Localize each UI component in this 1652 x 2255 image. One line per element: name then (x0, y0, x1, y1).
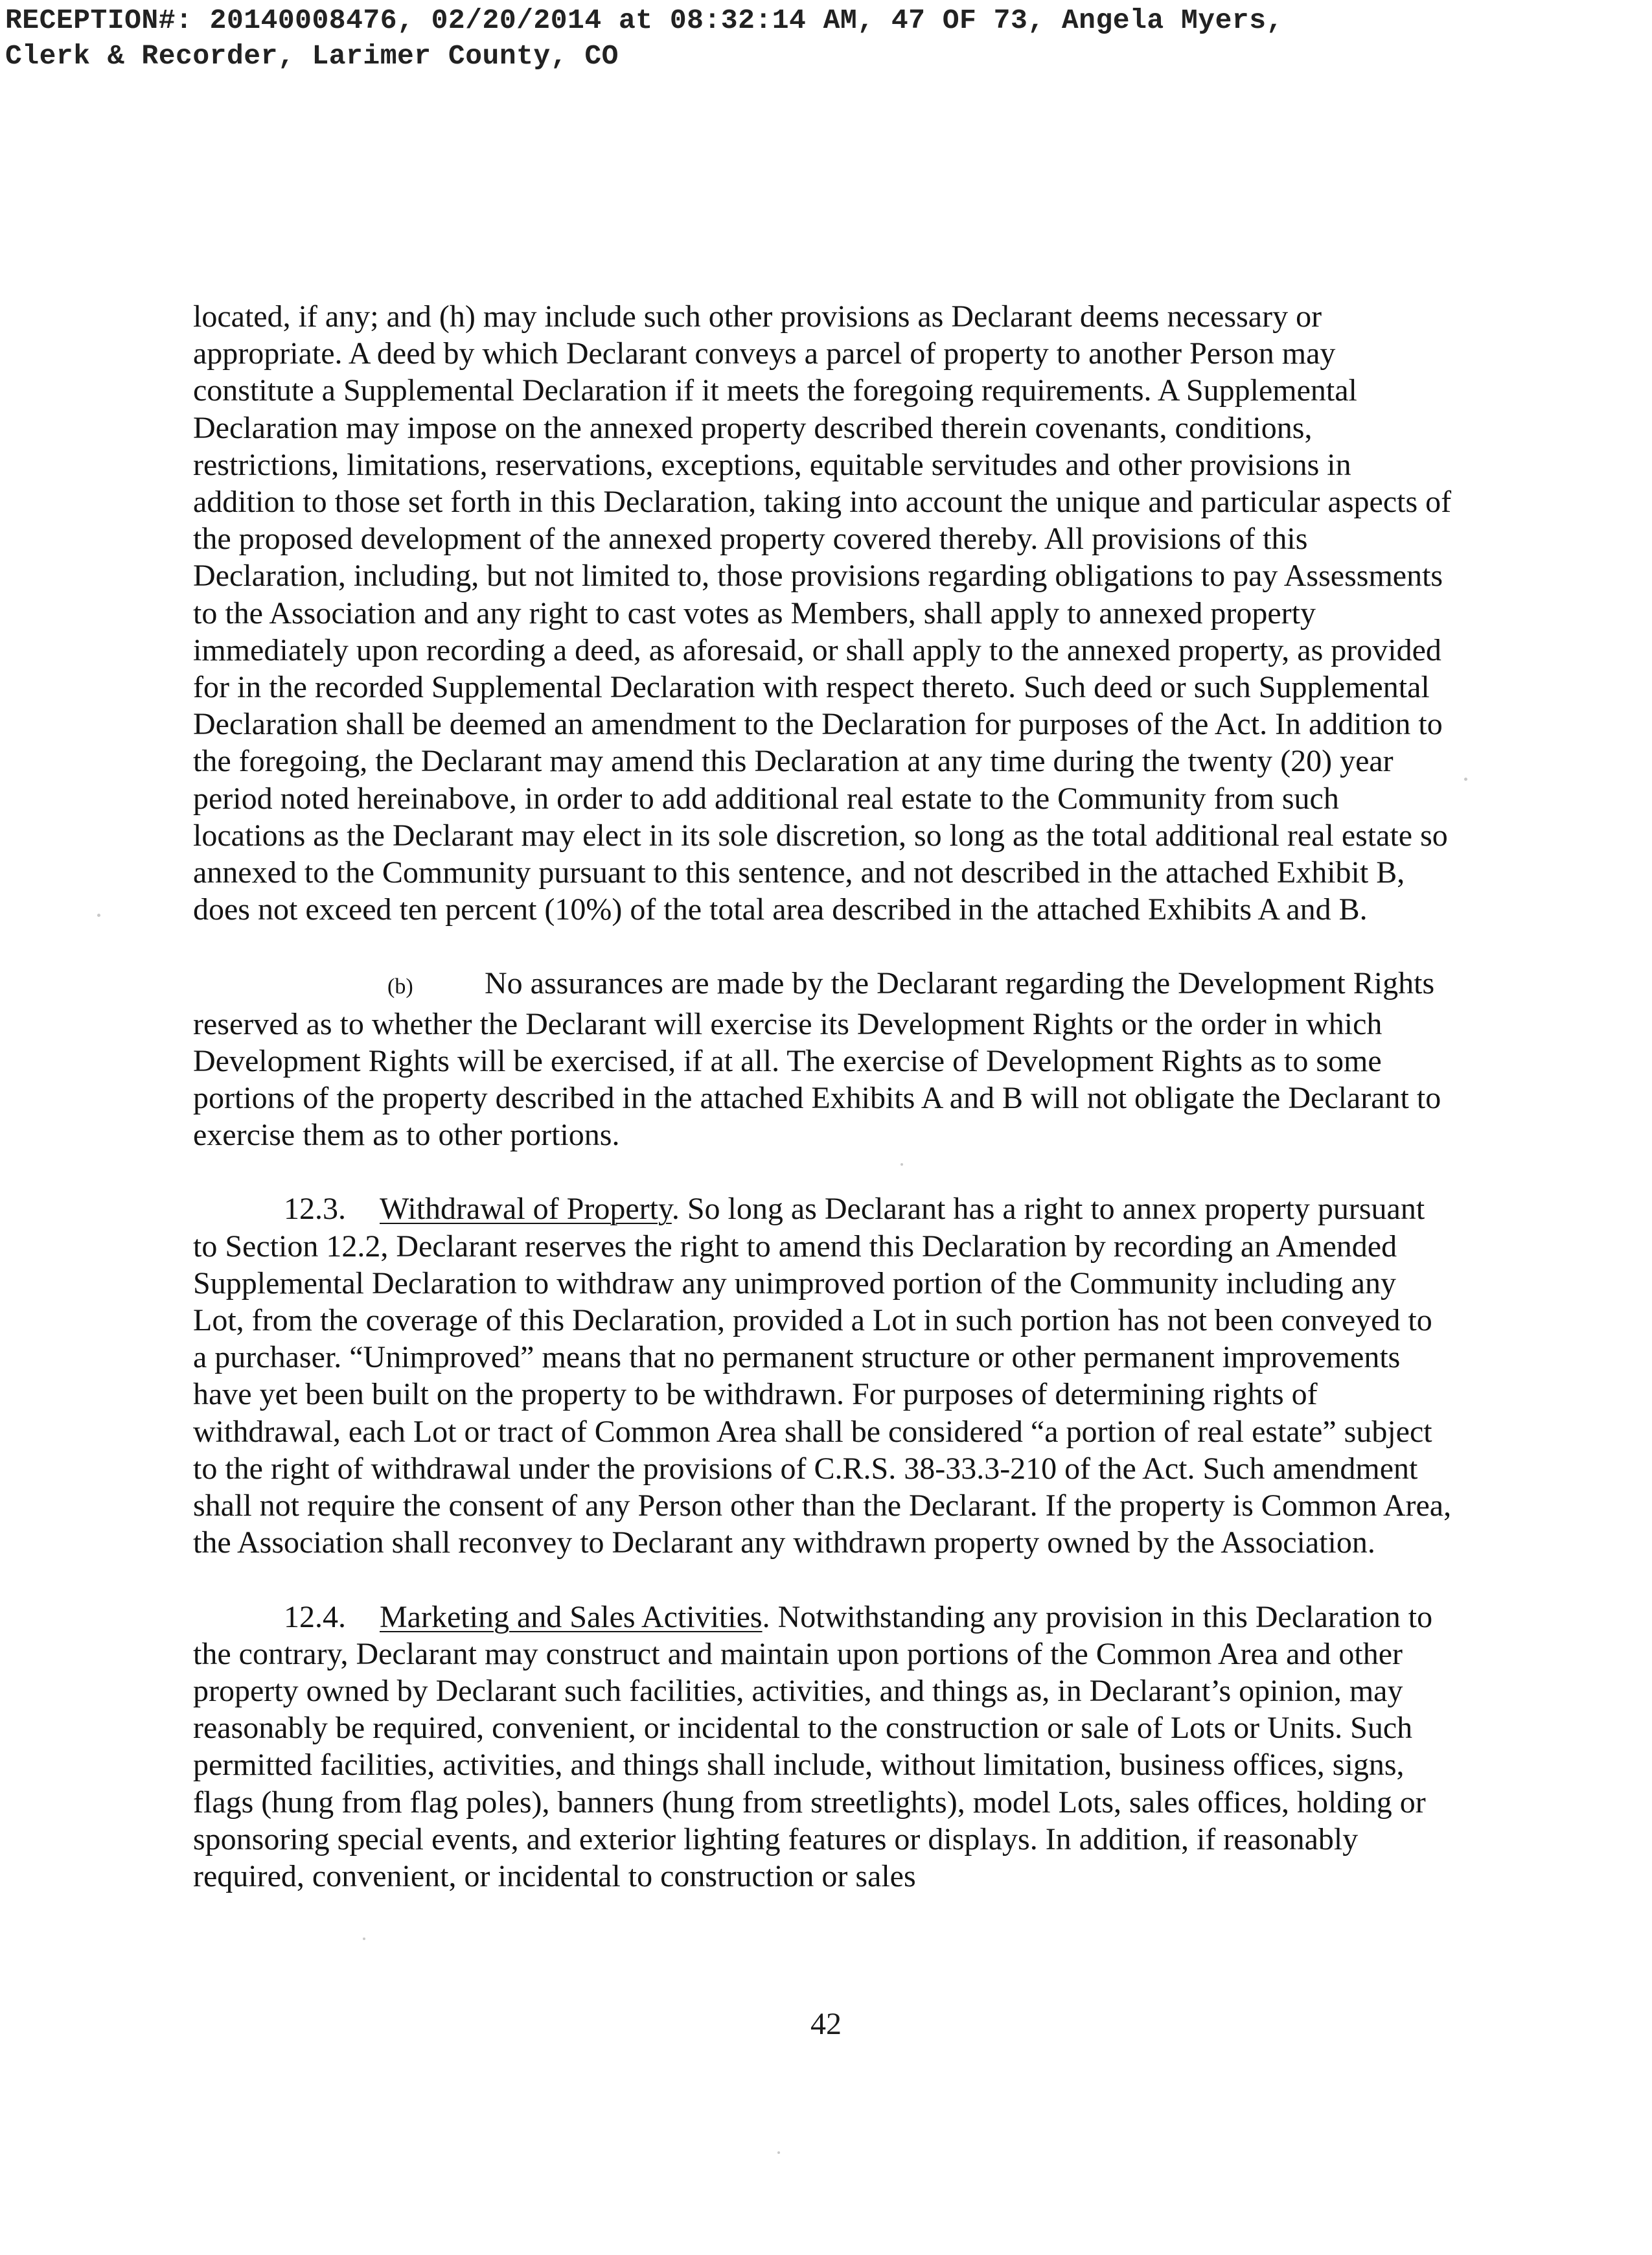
section-heading-marketing: Marketing and Sales Activities (380, 1599, 763, 1634)
scan-speck (777, 2151, 780, 2154)
document-body (193, 298, 1453, 1895)
section-number: 12.4. (284, 1599, 346, 1634)
paragraph-annexation-continued: located, if any; and (h) may include such other provisions as Declarant deems necessary or appropriate. A deed by which Declarant conveys a parcel of property to another Person may constitute a Supplemental Declaration if it meets the foregoing requirements. A Supplemental Declaration may impose on the annexed property described therein covenants, conditions, restrictions, limitations, reservations, exceptions, equitable servitudes and other provisions in addition to those set forth in this Declaration, taking into account the unique and particular aspects of the proposed development of the annexed property covered thereby. All provisions of this Declaration, including, but not limited to, those provisions regarding obligations to pay Assessments to the Association and any right to cast votes as Members, shall apply to annexed property immediately upon recording a deed, as aforesaid, or shall apply to the annexed property, as provided for in the recorded Supplemental Declaration with respect thereto. Such deed or such Supplemental Declaration shall be deemed an amendment to the Declaration for purposes of the Act. In addition to the foregoing, the Declarant may amend this Declaration at any time during the twenty (20) year period noted hereinabove, in order to add additional real estate to the Community from such locations as the Declarant may elect in its sole discretion, so long as the total additional real estate so annexed to the Community pursuant to this sentence, and not described in the attached Exhibit B, does not exceed ten percent (10%) of the total area described in the attached Exhibits A and B. (193, 299, 1452, 927)
scan-speck (363, 1937, 365, 1940)
page-number: 42 (810, 2007, 842, 2041)
subsection-label: (b) (387, 975, 413, 999)
section-heading-withdrawal: Withdrawal of Property (380, 1192, 672, 1227)
scan-speck (97, 914, 100, 917)
section-12-3-text: . So long as Declarant has a right to annex property pursuant to Section 12.2, Declarant reserves the right to amend this Declaration by recording an Amended Supplemental Declaration to withdraw any unimproved portion of the Community including any Lot, from the coverage of this Declaration, provided a Lot in such portion has not been conveyed to a purchaser. “Unimproved” means that no permanent structure or other permanent improvements have yet been built on the property to be withdrawn. For purposes of determining rights of withdrawal, each Lot or tract of Common Area shall be considered “a portion of real estate” subject to the right of withdrawal under the provisions of C.R.S. 38-33.3-210 of the Act. Such amendment shall not require the consent of any Person other than the Declarant. If the property is Common Area, the Association shall reconvey to Declarant any withdrawn property owned by the Association. (193, 1192, 1452, 1560)
subsection-b-text: No assurances are made by the Declarant regarding the Development Rights reserved as to whether the Declarant will exercise its Development Rights or the order in which Development Rights will be exercised, if at all. The exercise of Development Rights as to some portions of the property described in the attached Exhibits A and B will not obligate the Declarant to exercise them as to other portions. (193, 966, 1441, 1153)
paragraph-subsection-b (193, 965, 1453, 1153)
section-number: 12.3. (284, 1192, 346, 1227)
reception-stamp (5, 3, 1638, 74)
reception-stamp-line-2: Clerk & Recorder, Larimer County, CO (5, 40, 619, 72)
reception-stamp-line-1: RECEPTION#: 20140008476, 02/20/2014 at 08:32:14 AM, 47 OF 73, Angela Myers, (5, 5, 1283, 36)
scan-speck (1464, 778, 1467, 781)
section-12-3 (193, 1190, 1453, 1561)
scan-speck (901, 1163, 903, 1166)
section-12-4-text: . Notwithstanding any provision in this Declaration to the contrary, Declarant may construct and maintain upon portions of the Common Area and other property owned by Declarant such facilities, activities, and things as, in Declarant’s opinion, may reasonably be required, convenient, or incidental to the construction or sale of Lots or Units. Such permitted facilities, activities, and things shall include, without limitation, business offices, signs, flags (hung from flag poles), banners (hung from streetlights), model Lots, sales offices, holding or sponsoring special events, and exterior lighting features or displays. In addition, if reasonably required, convenient, or incidental to construction or sales (193, 1599, 1433, 1893)
section-12-4 (193, 1599, 1453, 1895)
